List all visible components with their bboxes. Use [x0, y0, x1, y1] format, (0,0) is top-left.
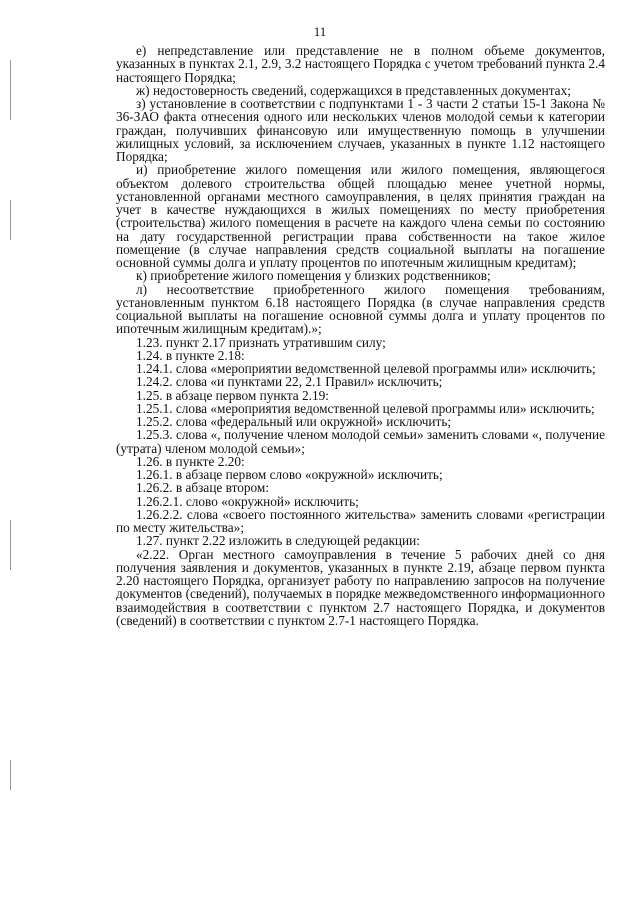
scan-margin-line	[10, 520, 11, 570]
paragraph: 1.23. пункт 2.17 признать утратившим силу;	[136, 334, 386, 350]
scan-margin-line	[10, 60, 11, 120]
paragraph: 1.26. в пункте 2.20:	[136, 453, 245, 469]
paragraph: з) установление в соответствии с подпунктами 1 - 3 части 2 статьи 15-1 Закона № 36-ЗАО факта отнесения одного или нескольких членов молодой семьи к категории граждан, получивших финансовую или имущественную помощь в улучшении жилищных условий, за исключением случаев, указанных в пункте 1.12 настоящего Порядка;	[116, 96, 605, 164]
paragraph: 1.26.2.1. слово «окружной» исключить;	[136, 493, 359, 509]
paragraph: «2.22. Орган местного самоуправления в течение 5 рабочих дней со дня получения заявления и документов, указанных в пункте 2.19, абзаце первом пункта 2.20 настоящего Порядка, организует работу по направлению запросов на получение документов (сведений), получаемых в порядке межведомственного информационного взаимодействия в соответствии с пунктом 2.7 настоящего Порядка, и документов (сведений) в соответствии с пунктом 2.7-1 настоящего Порядка.	[116, 546, 605, 628]
paragraph: 1.26.2.2. слова «своего постоянного жительства» заменить словами «регистрации по месту жительства»;	[116, 506, 605, 535]
paragraph: л) несоответствие приобретенного жилого помещения требованиям, установленным пунктом 6.18 настоящего Порядка (в случае направления средств социальной выплаты на погашение основной суммы долга и уплату процентов по ипотечным жилищным кредитам).»;	[116, 281, 605, 337]
paragraph: 1.25. в абзаце первом пункта 2.19:	[136, 387, 329, 403]
paragraph: 1.26.2. в абзаце втором:	[136, 480, 270, 496]
paragraph: 1.25.3. слова «, получение членом молодой семьи» заменить словами «, получение (утрата) членом молодой семьи»;	[116, 427, 605, 456]
paragraph: 1.26.1. в абзаце первом слово «окружной» исключить;	[136, 467, 443, 482]
paragraph: 1.24.1. слова «мероприятии ведомственной целевой программы или» исключить;	[136, 361, 596, 376]
document-body	[116, 44, 605, 627]
paragraph: и) приобретение жилого помещения или жилого помещения, являющегося объектом долевого строительства общей площадью менее учетной нормы, установленной органами местного самоуправления, в целях принятия граждан на учет в качестве нуждающихся в жилых помещениях по месту приобретения (строительства) жилого помещения в расчете на каждого члена семьи по состоянию на дату государственной регистрации права собственности на такое жилое помещение (в случае направления средств социальной выплаты на погашение основной суммы долга и уплату процентов по ипотечным жилищным кредитам);	[116, 162, 605, 270]
paragraph: ж) недостоверность сведений, содержащихся в представленных документах;	[136, 82, 571, 98]
paragraph: 1.24. в пункте 2.18:	[136, 347, 245, 363]
paragraph: е) непредставление или представление не в полном объеме документов, указанных в пунктах 2.1, 2.9, 3.2 настоящего Порядка с учетом требований пункта 2.4 настоящего Порядка;	[116, 43, 605, 85]
scan-margin-line	[10, 200, 11, 240]
paragraph: 1.25.2. слова «федеральный или окружной» исключить;	[136, 414, 452, 429]
paragraph: 1.24.2. слова «и пунктами 22, 2.1 Правил» исключить;	[136, 374, 443, 390]
page-number: 11	[313, 24, 327, 39]
scan-margin-line	[10, 760, 11, 790]
paragraph: к) приобретение жилого помещения у близких родственников;	[136, 268, 491, 284]
paragraph: 1.25.1. слова «мероприятия ведомственной целевой программы или» исключить;	[136, 400, 595, 416]
paragraph: 1.27. пункт 2.22 изложить в следующей редакции:	[136, 533, 420, 549]
